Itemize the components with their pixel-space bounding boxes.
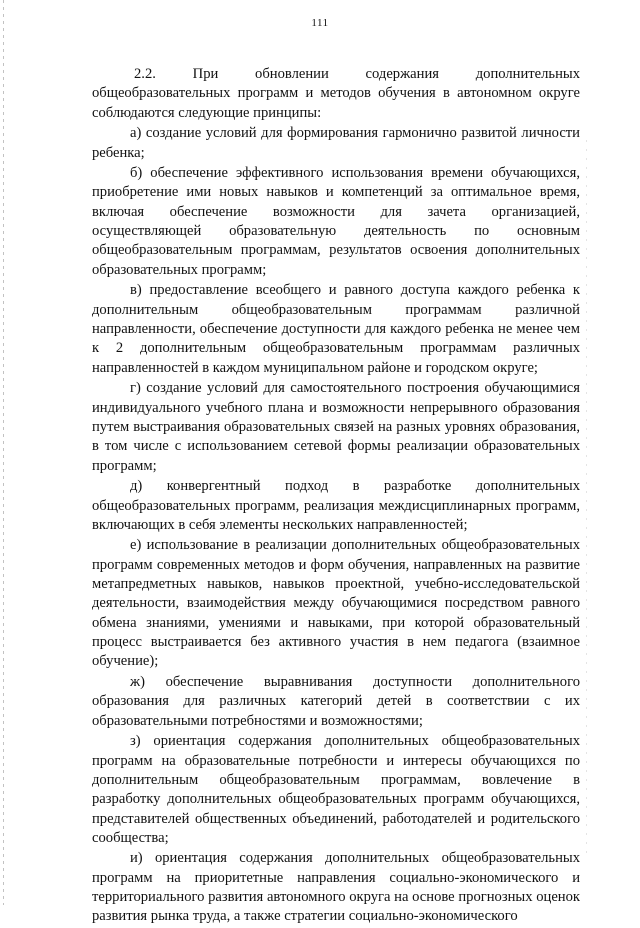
document-body bbox=[92, 65, 580, 928]
scan-right-edge bbox=[586, 140, 587, 860]
scan-left-edge bbox=[3, 0, 4, 905]
paragraph-item-zh: ж) обеспечение выравнивания доступности дополнительного образования для различных категорий детей в соответствии с их образовательными потребностями и возможностями; bbox=[92, 673, 580, 729]
paragraph-item-b: б) обеспечение эффективного использования времени обучающихся, приобретение ими новых навыков и компетенций за оптимальное время, включая обеспечение возможности для зачета организацией, осуществляющей образовательную деятельность по основным общеобразовательным программам, результатов освоения дополнительных образовательных программ; bbox=[92, 165, 580, 278]
paragraph-2-2-intro: 2.2. При обновлении содержания дополнительных общеобразовательных программ и методов обучения в автономном округе соблюдаются следующие принципы: bbox=[92, 66, 580, 121]
paragraph-item-z: з) ориентация содержания дополнительных общеобразовательных программ на образовательные потребности и интересы обучающихся по дополнительным общеобразовательным программам, вовлечение в разработку дополнительных общеобразовательных программ обучающихся, представителей общественных объединений, работодателей и родительского сообщества; bbox=[92, 733, 580, 846]
paragraph-item-g: г) создание условий для самостоятельного построения обучающимися индивидуального учебного плана и возможности непрерывного образования путем выстраивания образовательных связей на разных уровнях образования, в том числе с использованием сетевой формы реализации образовательных программ; bbox=[92, 380, 580, 474]
paragraph-item-e: е) использование в реализации дополнительных общеобразовательных программ современных методов и форм обучения, направленных на развитие метапредметных навыков, навыков проектной, учебно-исследовательской деятельности, взаимодействия между обучающимися посредством равного обмена знаниями, умениями и навыками, при которой образовательный процесс выстраивается без активного участия в нем педагога (взаимное обучение); bbox=[92, 537, 580, 670]
page-number: 111 bbox=[311, 17, 329, 29]
paragraph-item-a: а) создание условий для формирования гармонично развитой личности ребенка; bbox=[92, 125, 580, 161]
paragraph-item-v: в) предоставление всеобщего и равного доступа каждого ребенка к дополнительным общеобразовательным программам различной направленности, обеспечение доступности для каждого ребенка не менее чем к 2 дополнительным общеобразовательным программам различных направленностей в каждом муниципальном районе и городском округе; bbox=[92, 282, 580, 376]
paragraph-item-d: д) конвергентный подход в разработке дополнительных общеобразовательных программ, реализация междисциплинарных программ, включающих в себя элементы нескольких направленностей; bbox=[92, 478, 580, 533]
paragraph-item-i: и) ориентация содержания дополнительных общеобразовательных программ на приоритетные направления социально-экономического и территориального развития автономного округа на основе прогнозных оценок развития рынка труда, а также стратегии социально-экономического bbox=[92, 850, 580, 925]
